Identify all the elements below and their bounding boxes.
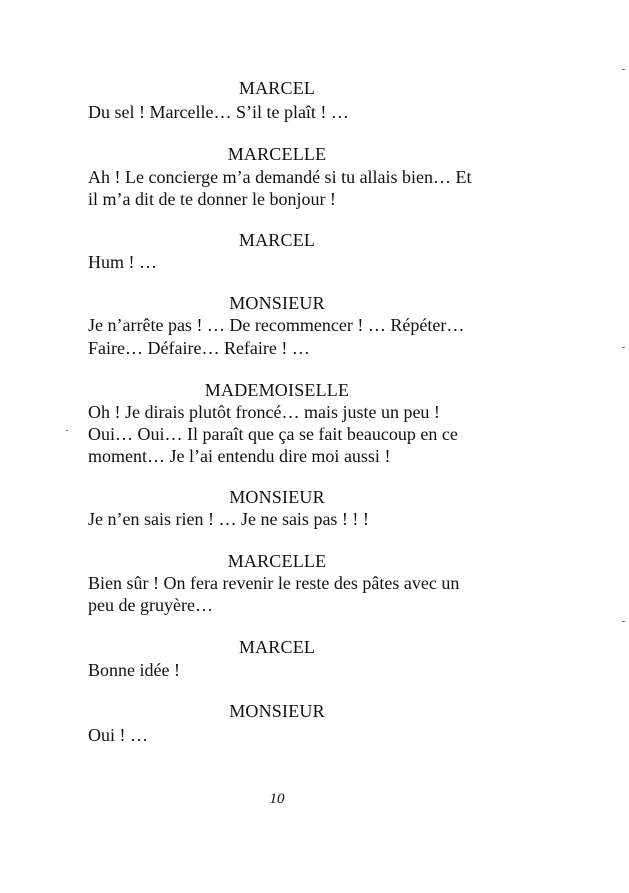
dialogue-line: Bonne idée ! bbox=[88, 660, 180, 680]
scan-mark bbox=[66, 430, 68, 431]
speaker-name: MARCEL bbox=[238, 637, 316, 657]
speaker-name: MARCELLE bbox=[227, 551, 327, 571]
scan-mark bbox=[622, 69, 625, 70]
speaker-name: MADEMOISELLE bbox=[204, 380, 350, 400]
scan-mark bbox=[622, 347, 625, 348]
dialogue-line: il m’a dit de te donner le bonjour ! bbox=[88, 189, 336, 209]
speaker-name: MONSIEUR bbox=[229, 487, 325, 507]
page-number: 10 bbox=[269, 791, 285, 807]
dialogue-line: Du sel ! Marcelle… S’il te plaît ! … bbox=[88, 102, 349, 122]
speaker-name: MONSIEUR bbox=[229, 293, 325, 313]
dialogue-line: Je n’arrête pas ! … De recommencer ! … Répéter… bbox=[88, 315, 465, 335]
dialogue-line: Oui ! … bbox=[88, 725, 148, 745]
dialogue-line: Je n’en sais rien ! … Je ne sais pas ! ! ! bbox=[88, 509, 369, 529]
dialogue-line: moment… Je l’ai entendu dire moi aussi ! bbox=[88, 446, 391, 466]
speaker-name: MARCEL bbox=[238, 78, 316, 98]
dialogue-line: Oh ! Je dirais plutôt froncé… mais juste un peu ! bbox=[88, 402, 440, 422]
speaker-name: MARCELLE bbox=[227, 144, 327, 164]
dialogue-line: Ah ! Le concierge m’a demandé si tu allais bien… Et bbox=[88, 167, 472, 187]
dialogue-line: peu de gruyère… bbox=[88, 595, 213, 615]
speaker-name: MARCEL bbox=[238, 230, 316, 250]
scan-mark bbox=[622, 621, 625, 622]
speaker-name: MONSIEUR bbox=[229, 701, 325, 721]
dialogue-line: Faire… Défaire… Refaire ! … bbox=[88, 338, 310, 358]
dialogue-line: Bien sûr ! On fera revenir le reste des pâtes avec un bbox=[88, 573, 460, 593]
dialogue-line: Oui… Oui… Il paraît que ça se fait beaucoup en ce bbox=[88, 424, 458, 444]
dialogue-line: Hum ! … bbox=[88, 252, 157, 272]
